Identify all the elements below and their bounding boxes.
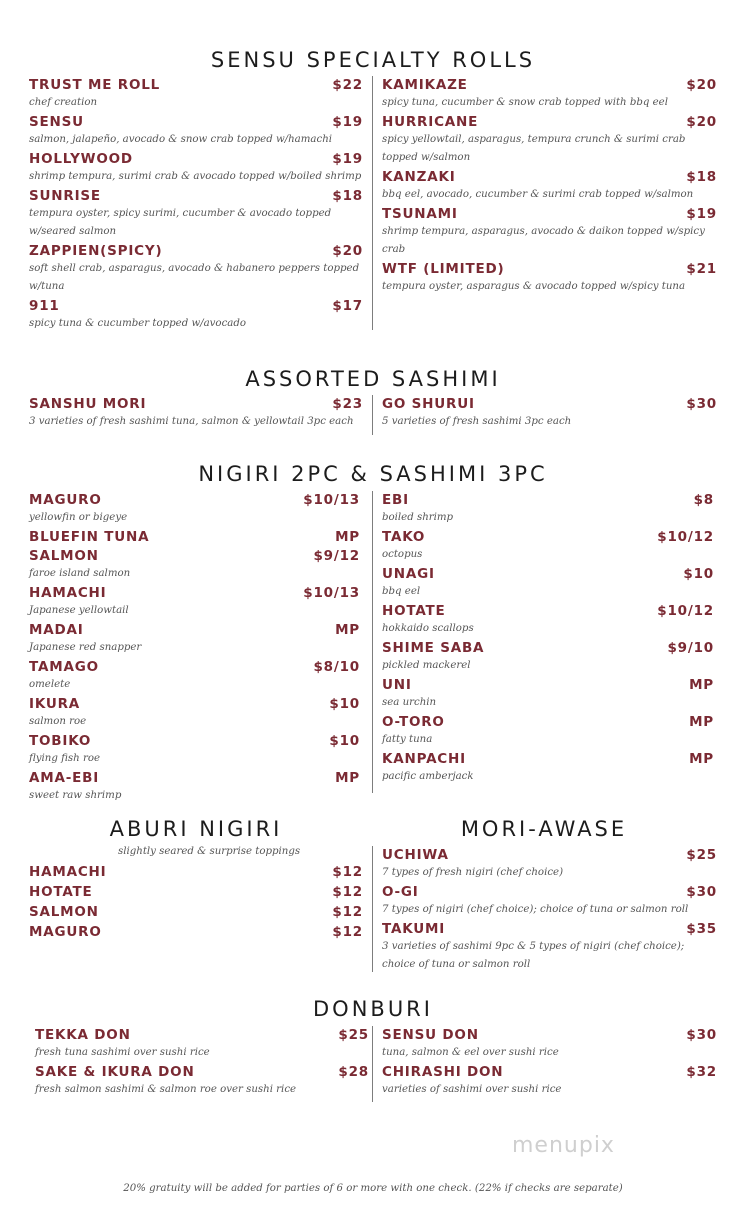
menu-item-description: shrimp tempura, asparagus, avocado & daikon topped w/spicy crab: [382, 226, 705, 255]
menu-item-description: spicy yellowtail, asparagus, tempura crunch & surimi crab topped w/salmon: [382, 134, 686, 163]
menu-item: [382, 565, 714, 601]
menu-item-name: O-TORO: [382, 714, 445, 730]
menu-item: [29, 621, 360, 657]
menu-item-row: [29, 863, 363, 881]
menu-item-price: $10/13: [303, 585, 360, 601]
menu-item-name: SENSU DON: [382, 1027, 479, 1043]
menu-item: [382, 168, 717, 204]
menu-item-price: $19: [332, 114, 363, 130]
menu-item-description: boiled shrimp: [382, 512, 454, 523]
menu-item-name: TAKUMI: [382, 921, 446, 937]
menu-item-row: [29, 769, 360, 787]
menu-item-description: faroe island salmon: [29, 568, 131, 579]
menu-item-description: Japanese red snapper: [29, 642, 142, 653]
menu-item-row: [29, 695, 360, 713]
menu-item-description: Japanese yellowtail: [29, 605, 129, 616]
menu-item-row: [382, 713, 714, 731]
menu-item: [382, 846, 717, 882]
menu-item-price: MP: [689, 751, 714, 767]
menu-item-description: spicy tuna, cucumber & snow crab topped with bbq eel: [382, 97, 668, 108]
menu-item: [35, 1063, 369, 1099]
menu-item-name: KANZAKI: [382, 169, 456, 185]
watermark-logo: menupix: [512, 1133, 615, 1158]
section-title-specialty-rolls: SENSU SPECIALTY ROLLS: [210, 48, 536, 72]
menu-item-price: MP: [689, 677, 714, 693]
menu-item-name: KANPACHI: [382, 751, 466, 767]
menu-item-description: soft shell crab, asparagus, avocado & habanero peppers topped w/tuna: [29, 263, 360, 292]
menu-item-row: [382, 491, 714, 509]
specialty-left-column: [29, 76, 363, 334]
menu-item: [29, 395, 363, 431]
menu-item-row: [382, 565, 714, 583]
menu-item-row: [29, 547, 360, 565]
menu-item-row: [29, 491, 360, 509]
menu-item-price: $12: [332, 864, 363, 880]
menu-item-price: $10/12: [657, 603, 714, 619]
menu-item: [29, 863, 363, 881]
menu-item-price: $12: [332, 924, 363, 940]
menu-item-row: [382, 113, 717, 131]
menu-item-row: [29, 903, 363, 921]
menu-item-price: $17: [332, 298, 363, 314]
menu-item-name: SANSHU MORI: [29, 396, 147, 412]
menu-item-row: [29, 76, 363, 94]
menu-item-price: $23: [332, 396, 363, 412]
menu-item-row: [382, 168, 717, 186]
menu-item-name: AMA-EBI: [29, 770, 100, 786]
menu-item: [35, 1026, 369, 1062]
menu-item-row: [382, 205, 717, 223]
donburi-right-column: [372, 1026, 717, 1102]
menu-item-price: $10/13: [303, 492, 360, 508]
menu-item-price: MP: [335, 770, 360, 786]
menu-item-name: HOTATE: [29, 884, 93, 900]
menu-item-description: 3 varieties of sashimi 9pc & 5 types of nigiri (chef choice); choice of tuna or salmon roll: [382, 941, 685, 970]
menu-item-name: UCHIWA: [382, 847, 449, 863]
menu-item-name: TEKKA DON: [35, 1027, 131, 1043]
menu-item-price: $20: [332, 243, 363, 259]
menu-item: [382, 76, 717, 112]
menu-item: [382, 883, 717, 919]
menu-item-row: [382, 750, 714, 768]
menu-item-row: [382, 76, 717, 94]
menu-item-name: HAMACHI: [29, 585, 107, 601]
menu-item-row: [382, 528, 714, 546]
sashimi-right-column: [372, 395, 717, 435]
menu-item: [29, 491, 360, 527]
menu-item-price: $18: [332, 188, 363, 204]
menu-item: [29, 883, 363, 901]
menu-item-row: [382, 676, 714, 694]
menu-item-price: $28: [338, 1064, 369, 1080]
menu-item-description: 3 varieties of fresh sashimi tuna, salmon & yellowtail 3pc each: [29, 416, 354, 427]
aburi-column: [29, 863, 363, 943]
menu-item-row: [29, 658, 360, 676]
menu-item-description: salmon, jalapeño, avocado & snow crab topped w/hamachi: [29, 134, 333, 145]
menu-item-description: shrimp tempura, surimi crab & avocado topped w/boiled shrimp: [29, 171, 362, 182]
menu-item-price: $30: [686, 396, 717, 412]
menu-item: [382, 528, 714, 564]
section-title-donburi: DONBURI: [313, 997, 433, 1021]
menu-item-price: $20: [686, 77, 717, 93]
menu-item-description: omelete: [29, 679, 71, 690]
menu-item-price: $20: [686, 114, 717, 130]
nigiri-right-column: [372, 491, 714, 793]
menu-item-row: [29, 621, 360, 639]
sashimi-left-column: [29, 395, 363, 432]
menu-item-row: [29, 297, 363, 315]
menu-item-description: tempura oyster, asparagus & avocado topped w/spicy tuna: [382, 281, 686, 292]
menu-item-row: [382, 639, 714, 657]
menu-item: [382, 205, 717, 259]
menu-item: [382, 491, 714, 527]
menu-item: [29, 547, 360, 583]
menu-item-price: $25: [338, 1027, 369, 1043]
menu-item-name: SUNRISE: [29, 188, 101, 204]
menu-item-name: MADAI: [29, 622, 84, 638]
menu-item-price: $30: [686, 1027, 717, 1043]
menu-item-price: $8/10: [313, 659, 360, 675]
menu-item-price: MP: [335, 622, 360, 638]
menu-item-description: salmon roe: [29, 716, 87, 727]
menu-item-price: $18: [686, 169, 717, 185]
menu-item-name: HURRICANE: [382, 114, 479, 130]
menu-item: [29, 297, 363, 333]
menu-item-description: pickled mackerel: [382, 660, 471, 671]
menu-item-row: [382, 883, 717, 901]
section-title-aburi-nigiri: ABURI NIGIRI: [109, 817, 283, 841]
menu-item-description: octopus: [382, 549, 423, 560]
menu-item-price: $32: [686, 1064, 717, 1080]
menu-item-row: [29, 732, 360, 750]
menu-item-description: spicy tuna & cucumber topped w/avocado: [29, 318, 247, 329]
menu-item-name: IKURA: [29, 696, 81, 712]
menu-item-name: HOTATE: [382, 603, 446, 619]
menu-item-row: [382, 1063, 717, 1081]
menu-item-price: $30: [686, 884, 717, 900]
specialty-right-column: [372, 76, 717, 330]
menu-item-description: hokkaido scallops: [382, 623, 474, 634]
menu-item-name: UNI: [382, 677, 412, 693]
menu-item-name: EBI: [382, 492, 409, 508]
menu-item-name: HOLLYWOOD: [29, 151, 133, 167]
menu-item-price: $22: [332, 77, 363, 93]
menu-item: [29, 150, 363, 186]
menu-item-description: chef creation: [29, 97, 98, 108]
menu-item: [382, 920, 717, 974]
menu-item: [29, 658, 360, 694]
menu-item-row: [29, 923, 363, 941]
menu-item-row: [382, 260, 717, 278]
menu-item-name: 911: [29, 298, 60, 314]
menu-item-description: fresh salmon sashimi & salmon roe over sushi rice: [35, 1084, 297, 1095]
menu-item-row: [382, 920, 717, 938]
aburi-subtitle: slightly seared & surprise toppings: [118, 846, 301, 857]
menu-item: [29, 584, 360, 620]
menu-item-name: GO SHURUI: [382, 396, 475, 412]
menu-item-name: SALMON: [29, 904, 99, 920]
menu-item-price: $10/12: [657, 529, 714, 545]
menu-item-description: tempura oyster, spicy surimi, cucumber & avocado topped w/seared salmon: [29, 208, 332, 237]
menu-item-price: $21: [686, 261, 717, 277]
menu-item-description: bbq eel: [382, 586, 421, 597]
menu-item-row: [29, 528, 360, 546]
menu-item: [382, 639, 714, 675]
menu-item: [29, 187, 363, 241]
menu-item: [382, 750, 714, 786]
menu-item-price: $19: [686, 206, 717, 222]
menu-item-name: SENSU: [29, 114, 84, 130]
menu-item-name: TOBIKO: [29, 733, 92, 749]
menu-item: [29, 242, 363, 296]
menu-item-description: varieties of sashimi over sushi rice: [382, 1084, 562, 1095]
menu-item-row: [29, 113, 363, 131]
menu-item-row: [35, 1063, 369, 1081]
menu-item-description: yellowfin or bigeye: [29, 512, 128, 523]
menu-item-price: $9/10: [667, 640, 714, 656]
menu-item-row: [29, 395, 363, 413]
menu-item: [382, 1063, 717, 1099]
menu-item: [382, 713, 714, 749]
menu-item-price: $35: [686, 921, 717, 937]
menu-item-name: MAGURO: [29, 492, 102, 508]
menu-item-description: 5 varieties of fresh sashimi 3pc each: [382, 416, 572, 427]
menu-item-description: sea urchin: [382, 697, 437, 708]
menu-item: [29, 695, 360, 731]
menu-item: [29, 76, 363, 112]
menu-item-row: [29, 150, 363, 168]
menu-item: [382, 1026, 717, 1062]
menu-item-description: sweet raw shrimp: [29, 790, 122, 801]
menu-item-row: [382, 1026, 717, 1044]
menu-item-name: CHIRASHI DON: [382, 1064, 504, 1080]
menu-item: [29, 769, 360, 805]
menu-item-description: 7 types of nigiri (chef choice); choice of tuna or salmon roll: [382, 904, 689, 915]
menu-item: [382, 113, 717, 167]
menu-item-name: TAMAGO: [29, 659, 99, 675]
menu-item-price: $12: [332, 904, 363, 920]
section-title-mori-awase: MORI-AWASE: [460, 817, 628, 841]
menu-item-row: [29, 187, 363, 205]
menu-item-price: $10: [683, 566, 714, 582]
menu-item-description: tuna, salmon & eel over sushi rice: [382, 1047, 559, 1058]
menu-item-price: $25: [686, 847, 717, 863]
menu-item-name: HAMACHI: [29, 864, 107, 880]
menu-item-price: $12: [332, 884, 363, 900]
menu-item-name: UNAGI: [382, 566, 435, 582]
section-title-assorted-sashimi: ASSORTED SASHIMI: [245, 367, 501, 391]
menu-item: [382, 395, 717, 431]
menu-item: [29, 903, 363, 921]
menu-item-name: TAKO: [382, 529, 426, 545]
menu-item-description: fatty tuna: [382, 734, 433, 745]
menu-item-name: TRUST ME ROLL: [29, 77, 161, 93]
gratuity-note: 20% gratuity will be added for parties of 6 or more with one check. (22% if checks are separate): [123, 1183, 623, 1194]
mori-column: [372, 846, 717, 972]
menu-item-name: O-GI: [382, 884, 419, 900]
menu-item-name: MAGURO: [29, 924, 102, 940]
menu-item-name: KAMIKAZE: [382, 77, 468, 93]
menu-item-name: BLUEFIN TUNA: [29, 529, 150, 545]
menu-item-name: ZAPPIEN(SPICY): [29, 243, 163, 259]
menu-item-row: [382, 395, 717, 413]
menu-item-row: [382, 846, 717, 864]
donburi-left-column: [35, 1026, 369, 1100]
menu-item-description: pacific amberjack: [382, 771, 474, 782]
menu-item: [29, 923, 363, 941]
menu-item: [29, 732, 360, 768]
menu-item-name: SAKE & IKURA DON: [35, 1064, 195, 1080]
menu-item-price: $10: [329, 696, 360, 712]
menu-item: [29, 113, 363, 149]
menu-item-row: [35, 1026, 369, 1044]
section-title-nigiri: NIGIRI 2PC & SASHIMI 3PC: [198, 462, 548, 486]
menu-item-price: $8: [693, 492, 714, 508]
menu-item-description: 7 types of fresh nigiri (chef choice): [382, 867, 564, 878]
menu-item: [382, 260, 717, 296]
menu-item-price: MP: [689, 714, 714, 730]
menu-item-description: bbq eel, avocado, cucumber & surimi crab topped w/salmon: [382, 189, 694, 200]
menu-item-name: WTF (LIMITED): [382, 261, 505, 277]
menu-item-row: [29, 883, 363, 901]
menu-item: [29, 528, 360, 546]
menu-item-price: $9/12: [313, 548, 360, 564]
menu-item-row: [29, 242, 363, 260]
menu-item-row: [382, 602, 714, 620]
menu-item-price: MP: [335, 529, 360, 545]
menu-item-name: SALMON: [29, 548, 99, 564]
menu-item-name: SHIME SABA: [382, 640, 485, 656]
menu-item-name: TSUNAMI: [382, 206, 458, 222]
nigiri-left-column: [29, 491, 360, 806]
menu-item-price: $10: [329, 733, 360, 749]
menu-item-row: [29, 584, 360, 602]
menu-item-description: flying fish roe: [29, 753, 100, 764]
menu-item: [382, 676, 714, 712]
menu-item: [382, 602, 714, 638]
menu-item-description: fresh tuna sashimi over sushi rice: [35, 1047, 210, 1058]
menu-item-price: $19: [332, 151, 363, 167]
